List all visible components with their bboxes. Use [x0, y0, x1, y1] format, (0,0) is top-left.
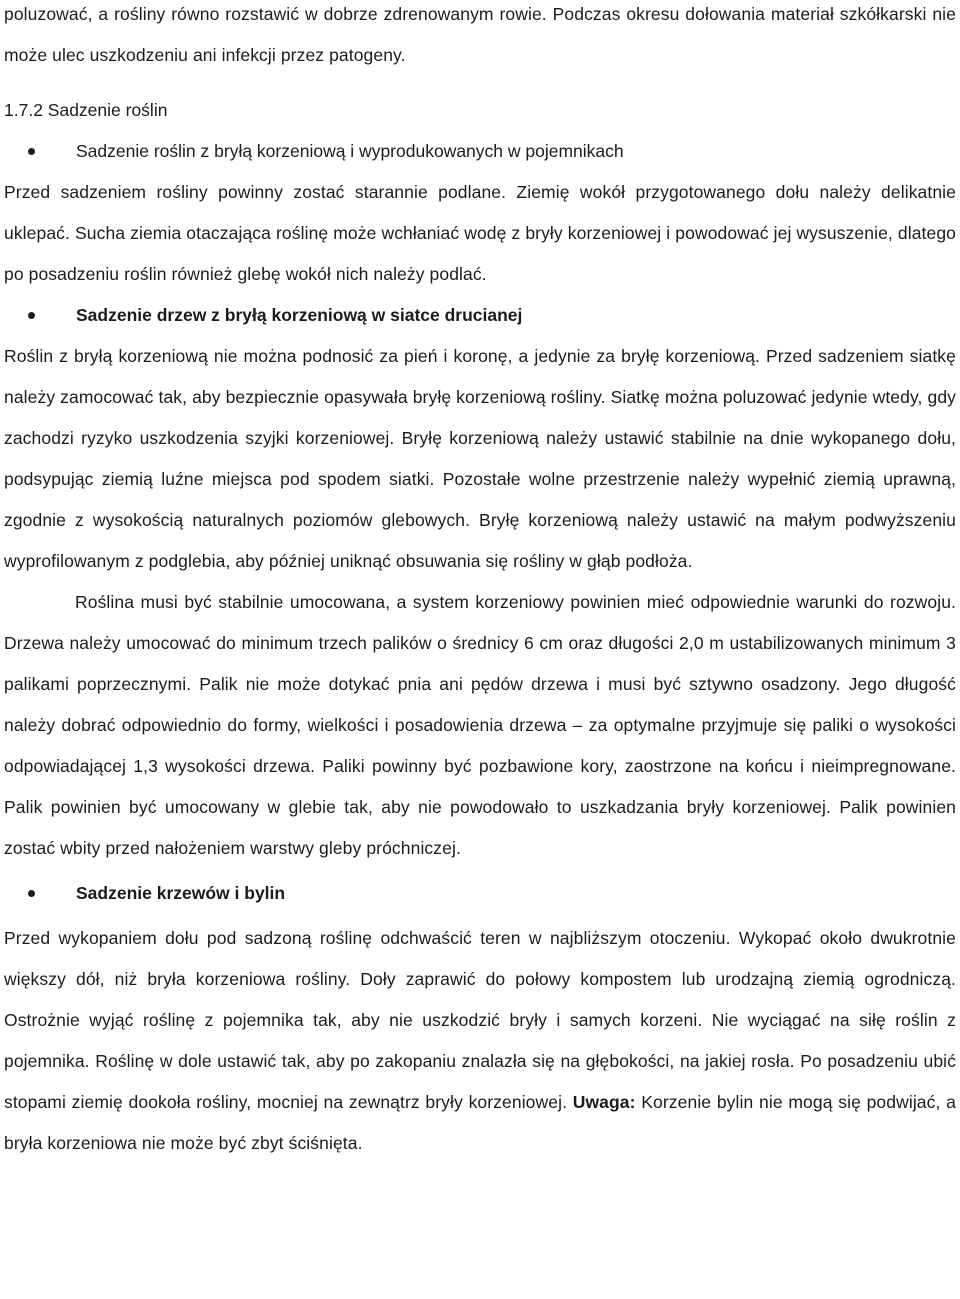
- bullet-dot-icon: [28, 890, 35, 897]
- section-heading: 1.7.2 Sadzenie roślin: [4, 100, 168, 120]
- paragraph-shrubs-text: Przed wykopaniem dołu pod sadzoną roślinę odchwaścić teren w najbliższym otoczeniu. Wykopać około dwukrotnie większy dół, niż bryła korzeniowa rośliny. Doły zaprawić do połowy kompostem lub urodzajną ziemią ogrodniczą. Ostrożnie wyjąć roślinę z pojemnika tak, aby nie uszkodzić bryły i samych korzeni. Nie wyciągać na siłę roślin z pojemnika. Roślinę w dole ustawić tak, aby po zakopaniu znalazła się na głębokości, na jakiej rosła. Po posadzeniu ubić stopami ziemię dookoła rośliny, mocniej na zewnątrz bryły korzeniowej.: [4, 928, 956, 1112]
- paragraph-shrubs-note: Korzenie bylin nie mogą się podwijać, a bryła korzeniowa nie może być zbyt ściśnięta.: [4, 1092, 956, 1153]
- bullet-item-containers: [4, 131, 956, 172]
- paragraph-stakes: Roślina musi być stabilnie umocowana, a system korzeniowy powinien mieć odpowiednie warunki do rozwoju. Drzewa należy umocować do minimum trzech palików o średnicy 6 cm oraz długości 2,0 m ustabilizowanych minimum 3 palikami poprzecznymi. Palik nie może dotykać pnia ani pędów drzewa i musi być sztywno osadzony. Jego długość należy dobrać odpowiednio do formy, wielkości i posadowienia drzewa – za optymalne przyjmuje się paliki o wysokości odpowiadającej 1,3 wysokości drzewa. Paliki powinny być pozbawione kory, zaostrzone na końcu i nieimpregnowane. Palik powinien być umocowany w glebie tak, aby nie powodowało to uszkadzania bryły korzeniowej. Palik powinien zostać wbity przed nałożeniem warstwy gleby próchniczej.: [4, 592, 956, 858]
- bullet-item-wire-mesh: [4, 295, 956, 336]
- bullet-title: Sadzenie krzewów i bylin: [76, 883, 286, 903]
- note-label: Uwaga:: [572, 1092, 636, 1112]
- bullet-item-shrubs: [4, 873, 956, 914]
- bullet-title: Sadzenie roślin z bryłą korzeniową i wyprodukowanych w pojemnikach: [76, 141, 624, 161]
- paragraph-watering: Przed sadzeniem rośliny powinny zostać starannie podlane. Ziemię wokół przygotowanego dołu należy delikatnie uklepać. Sucha ziemia otaczająca roślinę może wchłaniać wodę z bryły korzeniowej i powodować jej wysuszenie, dlatego po posadzeniu roślin również glebę wokół nich należy podlać.: [4, 182, 956, 284]
- bullet-dot-icon: [28, 312, 35, 319]
- bullet-title: Sadzenie drzew z bryłą korzeniową w siatce drucianej: [76, 305, 523, 325]
- spacer: [4, 76, 956, 90]
- intro-paragraph: poluzować, a rośliny równo rozstawić w dobrze zdrenowanym rowie. Podczas okresu dołowania materiał szkółkarski nie może ulec uszkodzeniu ani infekcji przez patogeny.: [4, 4, 956, 65]
- paragraph-shrubs: [4, 918, 956, 1164]
- paragraph-wire-mesh: Roślin z bryłą korzeniową nie można podnosić za pień i koronę, a jedynie za bryłę korzeniową. Przed sadzeniem siatkę należy zamocować tak, aby bezpiecznie opasywała bryłę korzeniową rośliny. Siatkę można poluzować jedynie wtedy, gdy zachodzi ryzyko uszkodzenia szyjki korzeniowej. Bryłę korzeniową należy ustawić stabilnie na dnie wykopanego dołu, podsypując ziemią luźne miejsca pod spodem siatki. Pozostałe wolne przestrzenie należy wypełnić ziemią uprawną, zgodnie z wysokością naturalnych poziomów glebowych. Bryłę korzeniową należy ustawić na małym podwyższeniu wyprofilowanym z podglebia, aby później uniknąć obsuwania się rośliny w głąb podłoża.: [4, 346, 956, 571]
- bullet-dot-icon: [28, 148, 35, 155]
